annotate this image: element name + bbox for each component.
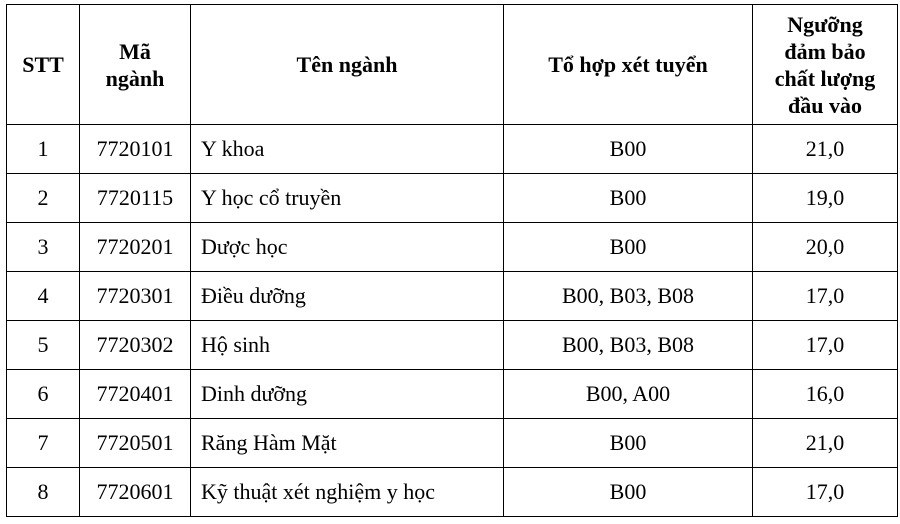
cell-subject-combination: B00	[504, 223, 753, 272]
table-row	[7, 468, 898, 517]
cell-subject-combination: B00	[504, 468, 753, 517]
cell-major-code: 7720301	[80, 272, 191, 321]
table-row	[7, 370, 898, 419]
cell-subject-combination: B00, B03, B08	[504, 321, 753, 370]
cell-major-code: 7720401	[80, 370, 191, 419]
cell-major-name: Dược học	[191, 223, 504, 272]
cell-threshold-score: 16,0	[753, 370, 898, 419]
cell-stt: 7	[7, 419, 80, 468]
cell-stt: 4	[7, 272, 80, 321]
table-row	[7, 419, 898, 468]
cell-subject-combination: B00	[504, 419, 753, 468]
cell-major-code: 7720115	[80, 174, 191, 223]
cell-stt: 8	[7, 468, 80, 517]
header-stt: STT	[7, 5, 80, 125]
cell-threshold-score: 19,0	[753, 174, 898, 223]
cell-stt: 6	[7, 370, 80, 419]
cell-major-code: 7720601	[80, 468, 191, 517]
cell-threshold-score: 21,0	[753, 419, 898, 468]
cell-major-name: Răng Hàm Mặt	[191, 419, 504, 468]
header-quality-threshold-line3: chất lượng	[774, 65, 876, 91]
cell-major-code: 7720302	[80, 321, 191, 370]
table-row	[7, 125, 898, 174]
cell-threshold-score: 17,0	[753, 321, 898, 370]
cell-threshold-score: 17,0	[753, 272, 898, 321]
cell-stt: 1	[7, 125, 80, 174]
cell-threshold-score: 21,0	[753, 125, 898, 174]
cell-major-name: Dinh dưỡng	[191, 370, 504, 419]
cell-subject-combination: B00, B03, B08	[504, 272, 753, 321]
header-quality-threshold-line4: đầu vào	[788, 92, 862, 118]
cell-threshold-score: 20,0	[753, 223, 898, 272]
cell-stt: 3	[7, 223, 80, 272]
cell-subject-combination: B00	[504, 125, 753, 174]
cell-major-name: Hộ sinh	[191, 321, 504, 370]
cell-threshold-score: 17,0	[753, 468, 898, 517]
table-row	[7, 321, 898, 370]
cell-stt: 2	[7, 174, 80, 223]
admission-table-container	[6, 4, 898, 517]
header-major-code	[80, 5, 191, 125]
cell-major-name: Y khoa	[191, 125, 504, 174]
table-row	[7, 223, 898, 272]
header-subject-combination: Tổ hợp xét tuyển	[504, 5, 753, 125]
cell-major-name: Y học cổ truyền	[191, 174, 504, 223]
cell-subject-combination: B00	[504, 174, 753, 223]
table-header-row	[7, 5, 898, 125]
table-row	[7, 272, 898, 321]
cell-stt: 5	[7, 321, 80, 370]
admission-threshold-table	[6, 4, 898, 517]
cell-major-name: Điều dưỡng	[191, 272, 504, 321]
cell-major-code: 7720201	[80, 223, 191, 272]
cell-major-code: 7720101	[80, 125, 191, 174]
header-major-name: Tên ngành	[191, 5, 504, 125]
header-quality-threshold-line2: đảm bảo	[784, 38, 866, 64]
header-major-code-line1: Mã	[119, 38, 151, 64]
cell-subject-combination: B00, A00	[504, 370, 753, 419]
cell-major-name: Kỹ thuật xét nghiệm y học	[191, 468, 504, 517]
header-quality-threshold-line1: Ngưỡng	[787, 11, 863, 37]
header-major-code-line2: ngành	[105, 65, 165, 91]
header-quality-threshold	[753, 5, 898, 125]
cell-major-code: 7720501	[80, 419, 191, 468]
table-row	[7, 174, 898, 223]
